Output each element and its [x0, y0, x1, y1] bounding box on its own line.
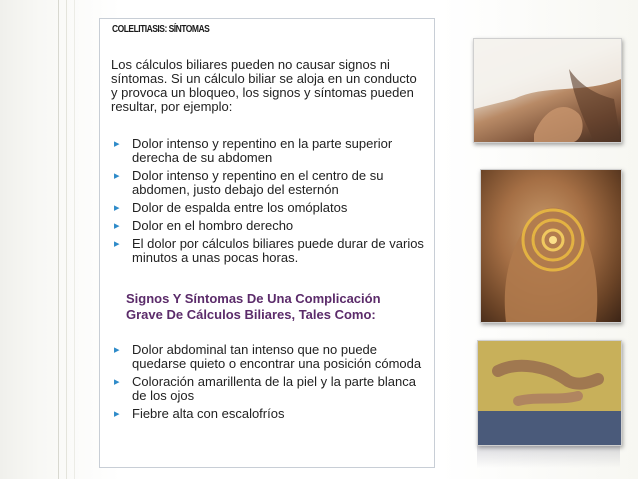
list-item: ▸ Dolor de espalda entre los omóplatos	[114, 200, 348, 215]
bullet-icon: ▸	[114, 376, 120, 388]
content-panel	[99, 18, 435, 468]
symptom-list	[111, 137, 429, 269]
list-item: ▸ Dolor intenso y repentino en el centro de su abdomen, justo debajo del esternón	[114, 168, 384, 197]
slide-title: COLELITIASIS: SÍNTOMAS	[112, 24, 210, 35]
decorative-line	[66, 0, 67, 479]
bullet-icon: ▸	[114, 170, 120, 182]
complication-heading: Signos Y Síntomas De Una Complicación Grave De Cálculos Biliares, Tales Como:	[126, 291, 381, 322]
bullet-icon: ▸	[114, 408, 120, 420]
bullet-icon: ▸	[114, 220, 120, 232]
bullet-icon: ▸	[114, 238, 120, 250]
photo-back-pain	[480, 169, 622, 323]
list-item: ▸ Dolor abdominal tan intenso que no puede quedarse quieto o encontrar una posición cómoda	[114, 342, 422, 371]
list-item: ▸ Fiebre alta con escalofríos	[114, 406, 285, 421]
complication-list	[111, 343, 429, 425]
bullet-icon: ▸	[114, 202, 120, 214]
decorative-line	[74, 0, 75, 479]
photo-lower-back-pain	[477, 340, 622, 446]
intro-paragraph: Los cálculos biliares pueden no causar signos ni síntomas. Si un cálculo biliar se aloja en un conducto y provoca un bloqueo, los signos y síntomas pueden resultar, por ejemplo:	[111, 57, 417, 114]
bullet-icon: ▸	[114, 138, 120, 150]
list-item: ▸ El dolor por cálculos biliares puede durar de varios minutos a unas pocas horas.	[114, 236, 424, 265]
list-item: ▸ Coloración amarillenta de la piel y la parte blanca de los ojos	[114, 374, 416, 403]
photo-abdominal-pain	[473, 38, 622, 143]
photo-reflection	[477, 446, 620, 468]
decorative-line	[58, 0, 59, 479]
list-item: ▸ Dolor en el hombro derecho	[114, 218, 294, 233]
bullet-icon: ▸	[114, 344, 120, 356]
list-item: ▸ Dolor intenso y repentino en la parte superior derecha de su abdomen	[114, 136, 393, 165]
